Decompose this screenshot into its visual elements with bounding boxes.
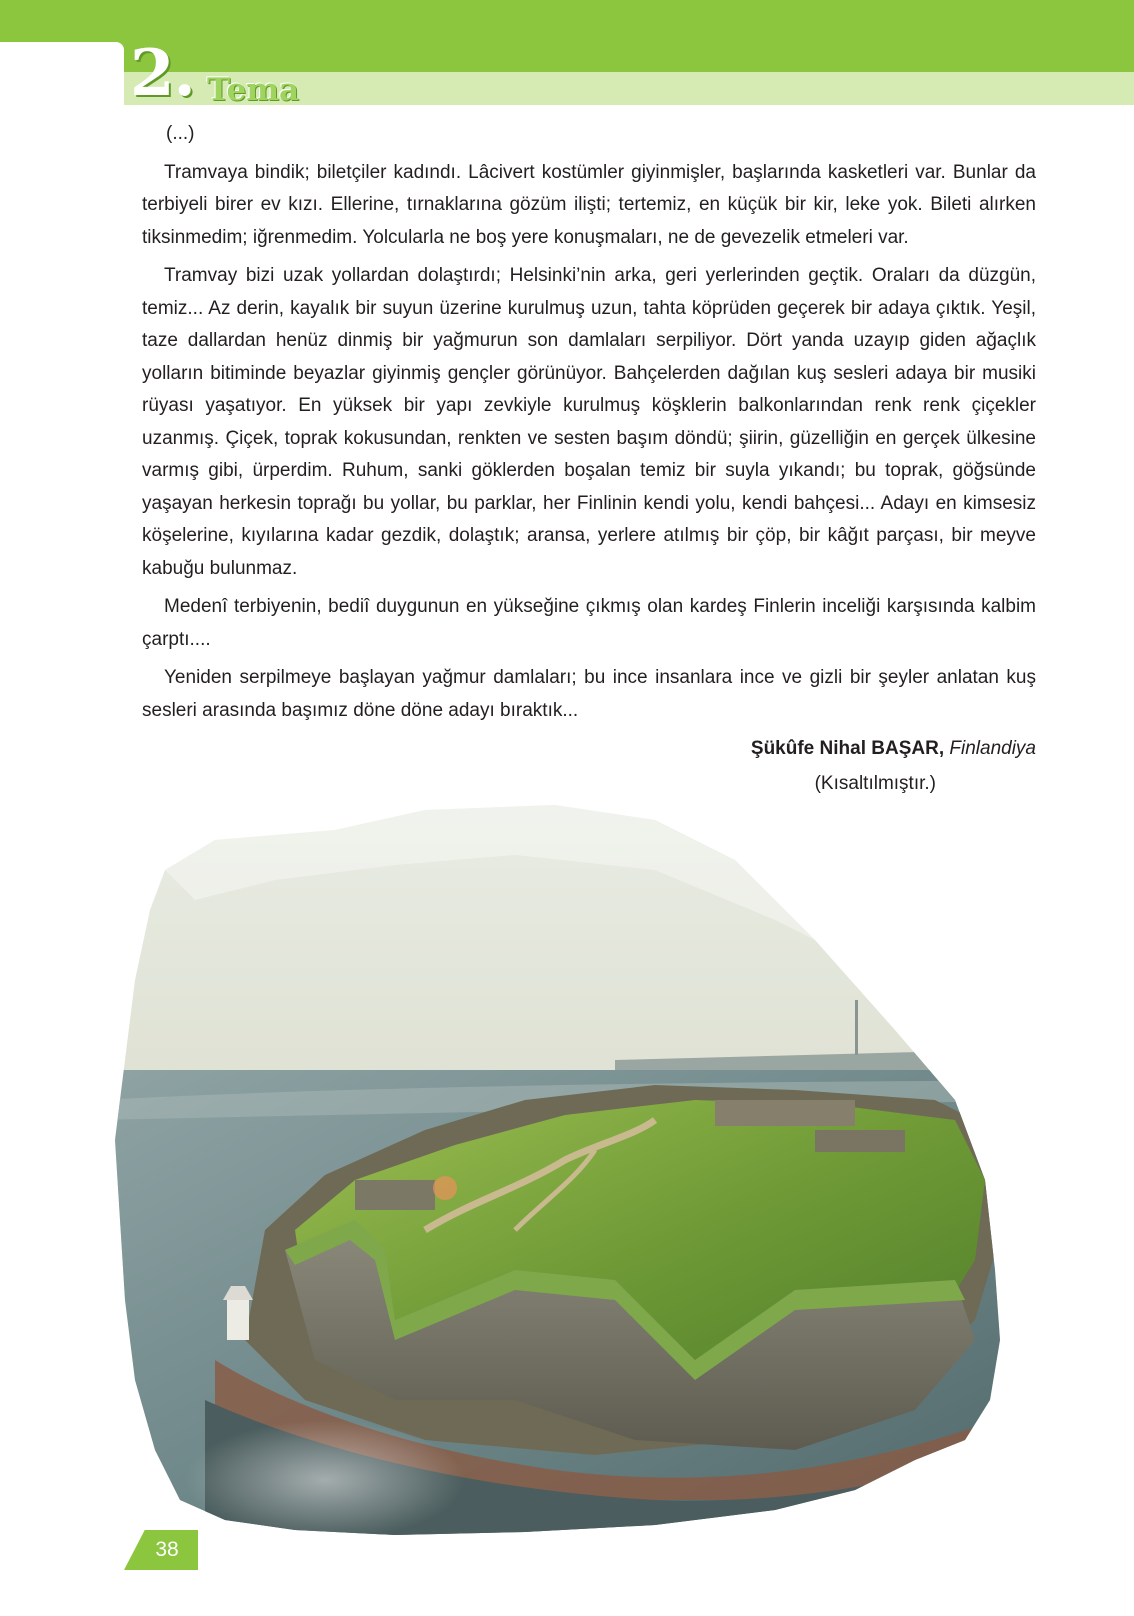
opening-ellipsis: (...) (166, 123, 195, 144)
reading-text (142, 118, 1036, 800)
theme-tab (0, 42, 124, 105)
theme-number (130, 38, 195, 110)
paragraph-1: Tramvaya bindik; biletçiler kadındı. Lâcivert kostümler giyinmişler, başlarında kasketleri var. Bunlar da terbiyeli birer ev kızı. Ellerine, tırnaklarına gözüm ilişti; tertemiz, en küçük bir kir, leke yok. Bileti alırken tiksinmedim; iğrenmedim. Yolcularla ne boş yere konuşmaları, ne de gevezelik etmeleri var. (142, 161, 1036, 248)
abridged-note: (Kısaltılmıştır.) (814, 772, 936, 794)
paragraph-4: Yeniden serpilmeye başlayan yağmur damlaları; bu ince insanlara ince ve gizli bir şeyler anlatan kuş sesleri arasında başımız döne döne adayı bıraktık... (142, 667, 1036, 721)
theme-label: Tema (207, 72, 300, 108)
author-place: Finlandiya (949, 738, 1036, 759)
author-name: Şükûfe Nihal BAŞAR, (750, 738, 945, 759)
theme-number-value: 2 (130, 36, 174, 111)
theme-number-dot: . (173, 36, 195, 111)
page-number: 38 (155, 1538, 179, 1561)
fortress-photo (95, 800, 1050, 1548)
paragraph-3: Medenî terbiyenin, bediî duygunun en yükseğine çıkmış olan kardeş Finlerin inceliği karşısında kalbim çarptı.... (142, 596, 1036, 650)
signature (142, 733, 1036, 766)
paragraph-2: Tramvay bizi uzak yollardan dolaştırdı; Helsinki’nin arka, geri yerlerinden geçtik. Oraları da düzgün, temiz... Az derin, kayalık bir suyun üzerine kurulmuş uzun, tahta köprüden geçerek bir adaya çıktık. Yeşil, taze dallardan henüz dinmiş bir yağmurun son damlaları serpiliyor. Dört yanda uzayıp giden ağaçlık yolların bitiminde beyazlar giyinmiş gençler görünüyor. Bahçelerden dağılan kuş sesleri adaya bir musiki rüyası yaşatıyor. En yüksek bir yapı zevkiyle kurulmuş köşklerin balkonlarından renk renk çiçekler uzanmış. Çiçek, toprak kokusundan, renkten ve sesten başım döndü; şiirin, güzelliğin en gerçek ülkesine varmış gibi, ürperdim. Ruhum, sanki göklerden boşalan temiz bir suyla yıkandı; bu toprak, göğsünde yaşayan herkesin toprağı bu yollar, bu parklar, her Finlinin kendi yolu, kendi bahçesi... Adayı en kimsesiz köşelerine, kıyılarına kadar gezdik, dolaştık; aransa, yerlere atılmış bir çöp, bir kâğıt parçası, bir meyve kabuğu bulunmaz. (142, 265, 1036, 579)
